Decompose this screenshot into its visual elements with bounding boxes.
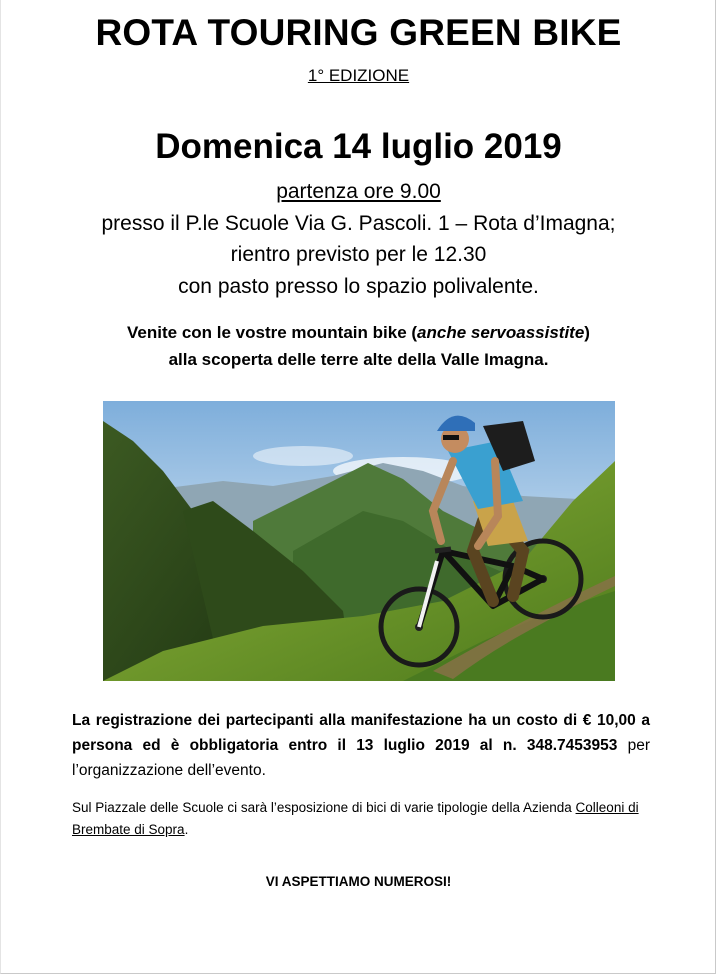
registration-paragraph [72, 708, 650, 783]
registration-bold-text: La registrazione dei partecipanti alla manifestazione ha un costo di € 10,00 a persona ed è obbligatoria entro il 13 luglio 2019 al n. 348.7453953 [72, 712, 650, 754]
invite-line-2: alla scoperta delle terre alte della Valle Imagna. [168, 350, 549, 369]
closing-line: VI ASPETTIAMO NUMEROSI! [265, 874, 452, 889]
event-date: Domenica 14 luglio 2019 [155, 127, 562, 166]
meal-info: con pasto presso lo spazio polivalente. [178, 275, 539, 298]
invite-line-1 [0, 323, 717, 343]
exhibition-end: . [184, 822, 189, 837]
departure-time: partenza ore 9.00 [276, 180, 441, 203]
departure-location: presso il P.le Scuole Via G. Pascoli. 1 – Rota d’Imagna; [101, 212, 616, 235]
poster-title: ROTA TOURING GREEN BIKE [95, 12, 622, 53]
registration-normal-text: per l’organizzazione dell’evento. [72, 737, 650, 779]
exhibition-text: Sul Piazzale delle Scuole ci sarà l’esposizione di bici di varie tipologie della Azienda [72, 800, 576, 815]
invite-text-start: Venite con le vostre mountain bike ( [127, 323, 418, 342]
invite-text-end: ) [584, 323, 590, 342]
edition-label: 1° EDIZIONE [307, 66, 410, 85]
exhibition-paragraph [72, 797, 662, 841]
mountain-bike-photo [103, 401, 615, 681]
exhibitor-name: Colleoni di Brembate di Sopra [72, 800, 639, 837]
return-time: rientro previsto per le 12.30 [230, 243, 487, 266]
invite-italic: anche servoassistite [417, 323, 585, 342]
